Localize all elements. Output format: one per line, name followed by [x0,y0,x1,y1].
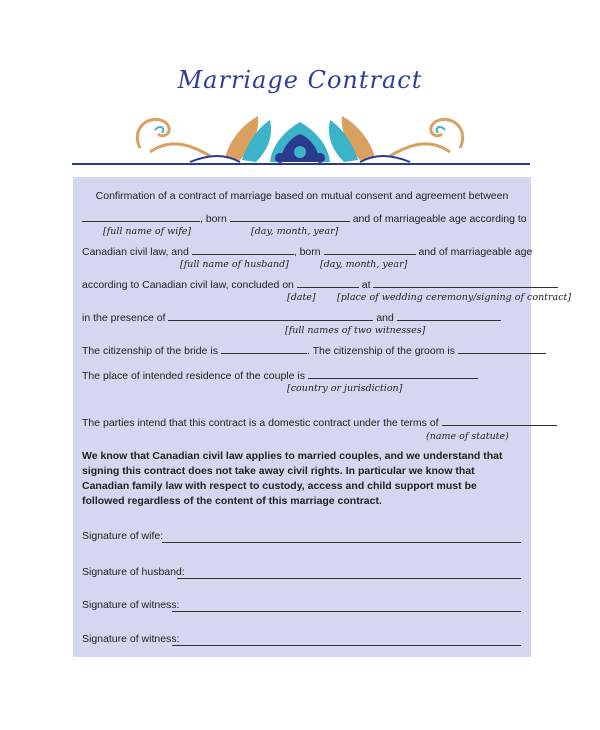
signature-husband-field[interactable] [177,577,521,579]
caption-date: [date] [287,292,316,303]
row-witnesses [82,311,522,325]
born-label: , born [200,213,227,225]
row-statute [82,416,522,430]
caption-wife: [full name of wife] [103,226,192,237]
row4-lead: in the presence of [82,312,166,324]
signature-wife-field[interactable] [162,541,521,543]
signature-witness1-label: Signature of witness: [82,599,180,611]
residence-label: The place of intended residence of the couple is [82,370,305,382]
page-title: Marriage Contract [177,66,423,94]
row-concluded [82,278,522,292]
signature-witness2-field[interactable] [172,644,521,646]
title-rule [72,163,530,165]
declaration-text: We know that Canadian civil law applies to married couples, and we understand that signing this contract does not take away civil rights. In particular we know that Canadian family law with respect to custody, access and child support must be followed regardless of the content of this marriage contract. [82,450,503,507]
caption-witnesses: [full names of two witnesses] [285,325,426,336]
at-label: at [361,279,371,291]
ceremony-place-field[interactable] [373,278,558,288]
caption-husband: [full name of husband] [180,259,289,270]
bride-citizenship-field[interactable] [221,344,307,354]
caption-country: [country or jurisdiction] [287,383,403,394]
statute-field[interactable] [442,416,557,426]
signature-witness2-label: Signature of witness: [82,633,180,645]
row1-tail: and of marriageable age according to [352,213,527,225]
caption-place: [place of wedding ceremony/signing of contract] [337,292,572,303]
caption-statute: (name of statute) [426,431,509,442]
groom-citizenship-field[interactable] [458,344,546,354]
husband-name-field[interactable] [192,245,294,255]
signature-wife-label: Signature of wife: [82,530,164,542]
row-residence [82,369,522,383]
row2-lead: Canadian civil law, and [82,246,189,258]
signature-witness1-field[interactable] [172,610,521,612]
witness2-name-field[interactable] [397,311,501,321]
husband-birthdate-field[interactable] [324,245,416,255]
caption-wife-date: [day, month, year] [251,226,339,237]
row-citizenship [82,344,522,358]
and-label: and [376,312,394,324]
bride-citizenship-label: The citizenship of the bride is [82,345,218,357]
row-husband [82,245,533,259]
row-wife [82,212,527,226]
conclusion-date-field[interactable] [297,278,359,288]
statute-label: The parties intend that this contract is a domestic contract under the terms of [82,417,439,429]
row2-tail: and of marriageable age [418,246,533,258]
witness1-name-field[interactable] [168,311,373,321]
wife-birthdate-field[interactable] [230,212,350,222]
wife-name-field[interactable] [82,212,200,222]
residence-field[interactable] [308,369,478,379]
caption-husband-date: [day, month, year] [320,259,408,270]
row3-lead: according to Canadian civil law, concluded on [82,279,294,291]
groom-citizenship-label: . The citizenship of the groom is [306,345,455,357]
floral-ornament [130,108,470,164]
signature-husband-label: Signature of husband: [82,566,185,578]
intro-text: Confirmation of a contract of marriage based on mutual consent and agreement between [95,190,509,202]
born-label: , born [293,246,321,258]
